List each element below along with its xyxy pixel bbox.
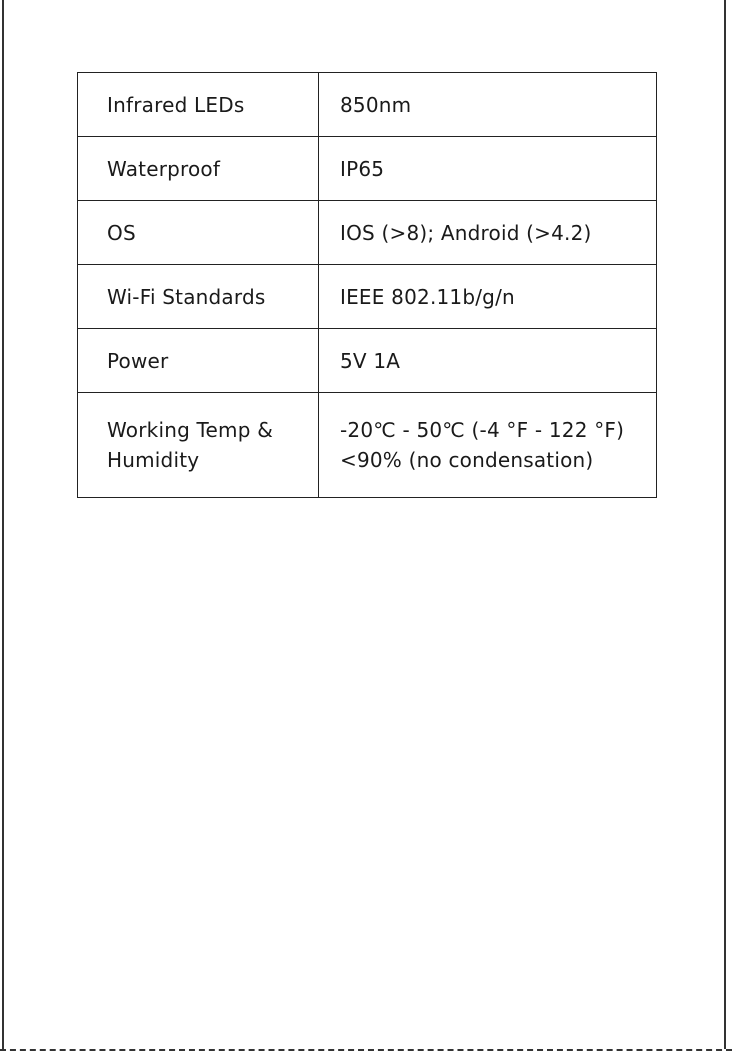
table-row bbox=[78, 393, 657, 498]
spec-value bbox=[319, 393, 657, 498]
spec-value: 850nm bbox=[319, 73, 657, 137]
page-cut-line bbox=[0, 1049, 732, 1051]
spec-value: IOS (>8); Android (>4.2) bbox=[319, 201, 657, 265]
spec-value: IP65 bbox=[319, 137, 657, 201]
table-row bbox=[78, 265, 657, 329]
spec-label: Power bbox=[78, 329, 319, 393]
table-row bbox=[78, 201, 657, 265]
spec-value: 5V 1A bbox=[319, 329, 657, 393]
spec-value-line: <90% (no condensation) bbox=[340, 448, 594, 472]
spec-label-line: Humidity bbox=[107, 448, 200, 472]
spec-label: Wi-Fi Standards bbox=[78, 265, 319, 329]
spec-label bbox=[78, 393, 319, 498]
spec-label: Waterproof bbox=[78, 137, 319, 201]
table-row bbox=[78, 73, 657, 137]
spec-value: IEEE 802.11b/g/n bbox=[319, 265, 657, 329]
spec-table bbox=[77, 72, 657, 498]
spec-value-line: -20℃ - 50℃ (-4 °F - 122 °F) bbox=[340, 418, 625, 442]
table-row bbox=[78, 137, 657, 201]
spec-label: Infrared LEDs bbox=[78, 73, 319, 137]
spec-label-line: Working Temp & bbox=[107, 418, 273, 442]
spec-label: OS bbox=[78, 201, 319, 265]
table-row bbox=[78, 329, 657, 393]
